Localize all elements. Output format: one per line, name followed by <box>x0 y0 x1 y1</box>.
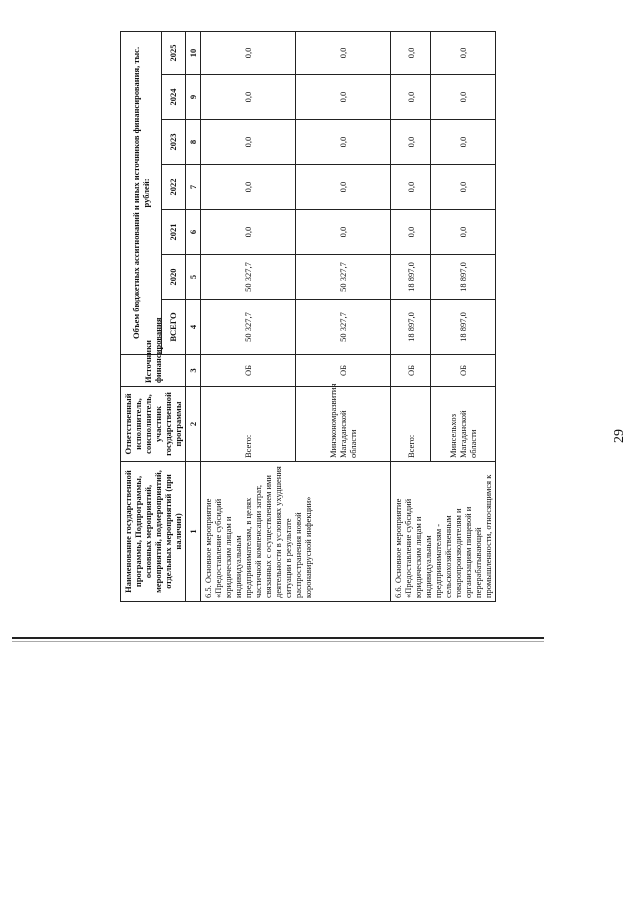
value-cell: 0,0 <box>391 31 431 74</box>
executor-cell: Минсельхоз Магаданской области <box>431 387 496 462</box>
column-number: 9 <box>186 75 201 120</box>
header-year: 2021 <box>161 210 185 255</box>
executor-cell: Минэкономразвития Магаданской области <box>296 387 391 462</box>
executor-cell: Всего: <box>201 387 296 462</box>
rotated-table-container <box>120 32 520 602</box>
column-number: 5 <box>186 255 201 300</box>
value-cell: 0,0 <box>201 75 296 120</box>
value-cell: 50 327,7 <box>296 255 391 300</box>
value-cell: 0,0 <box>201 165 296 210</box>
header-year: 2022 <box>161 165 185 210</box>
value-cell: 0,0 <box>431 75 496 120</box>
page-number: 29 <box>612 429 627 443</box>
column-number: 4 <box>186 300 201 355</box>
table-row <box>391 31 431 601</box>
value-cell: 18 897,0 <box>431 255 496 300</box>
value-cell: 18 897,0 <box>431 300 496 355</box>
value-cell: 0,0 <box>431 210 496 255</box>
header-name: Наименование государственной программы, Подпрограммы, основных мероприятий, мероприятий, подмероприятий, отдельных мероприятий (при наличии) <box>121 462 186 602</box>
column-number: 2 <box>186 387 201 462</box>
activity-name: 6.5. Основное мероприятие «Предоставление субсидий юридическим лицам и индивидуальным предпринимателям, в целях частичной компенсации затрат, связанных с осуществлением ими деятельности в условиях ухудшения ситуации в результате распространения новой коронавирусной инфекции» <box>201 462 391 602</box>
value-cell: 0,0 <box>201 210 296 255</box>
value-cell: 0,0 <box>296 210 391 255</box>
activity-name: 6.6. Основное мероприятие «Предоставление субсидий юридическим лицам и индивидуальным предпринимателям - сельскохозяйственным товаропроизводителям и организациям пищевой и перерабатывающей промышленности, относящимся к <box>391 462 496 602</box>
executor-cell: Всего: <box>391 387 431 462</box>
header-total: ВСЕГО <box>161 300 185 355</box>
column-number: 6 <box>186 210 201 255</box>
page-divider <box>12 637 544 639</box>
value-cell: 0,0 <box>296 120 391 165</box>
value-cell: 0,0 <box>391 75 431 120</box>
column-number: 8 <box>186 120 201 165</box>
value-cell: 50 327,7 <box>201 300 296 355</box>
header-source: Источники финансирования <box>121 355 186 387</box>
value-cell: 50 327,7 <box>296 300 391 355</box>
table-row <box>201 31 296 601</box>
budget-table <box>120 31 496 602</box>
column-number: 3 <box>186 355 201 387</box>
value-cell: 0,0 <box>296 165 391 210</box>
page-divider-thin <box>12 641 544 642</box>
value-cell: 0,0 <box>201 31 296 74</box>
header-executor: Ответственный исполнитель, соисполнитель, участник государственной программы <box>121 387 186 462</box>
column-number: 1 <box>186 462 201 602</box>
value-cell: 0,0 <box>296 31 391 74</box>
header-year: 2020 <box>161 255 185 300</box>
header-budget-group: Объем бюджетных ассигнований и иных источников финансирования, тыс. рублей: <box>121 31 162 354</box>
value-cell: 0,0 <box>391 210 431 255</box>
source-cell: ОБ <box>296 355 391 387</box>
value-cell: 18 897,0 <box>391 300 431 355</box>
value-cell: 0,0 <box>296 75 391 120</box>
value-cell: 0,0 <box>431 120 496 165</box>
column-number: 10 <box>186 31 201 74</box>
source-cell: ОБ <box>201 355 296 387</box>
source-cell: ОБ <box>431 355 496 387</box>
column-number: 7 <box>186 165 201 210</box>
value-cell: 0,0 <box>201 120 296 165</box>
value-cell: 50 327,7 <box>201 255 296 300</box>
value-cell: 0,0 <box>431 31 496 74</box>
source-cell: ОБ <box>391 355 431 387</box>
value-cell: 18 897,0 <box>391 255 431 300</box>
value-cell: 0,0 <box>391 165 431 210</box>
header-year: 2023 <box>161 120 185 165</box>
value-cell: 0,0 <box>391 120 431 165</box>
value-cell: 0,0 <box>431 165 496 210</box>
column-number-row <box>186 31 201 601</box>
header-year: 2025 <box>161 31 185 74</box>
header-year: 2024 <box>161 75 185 120</box>
